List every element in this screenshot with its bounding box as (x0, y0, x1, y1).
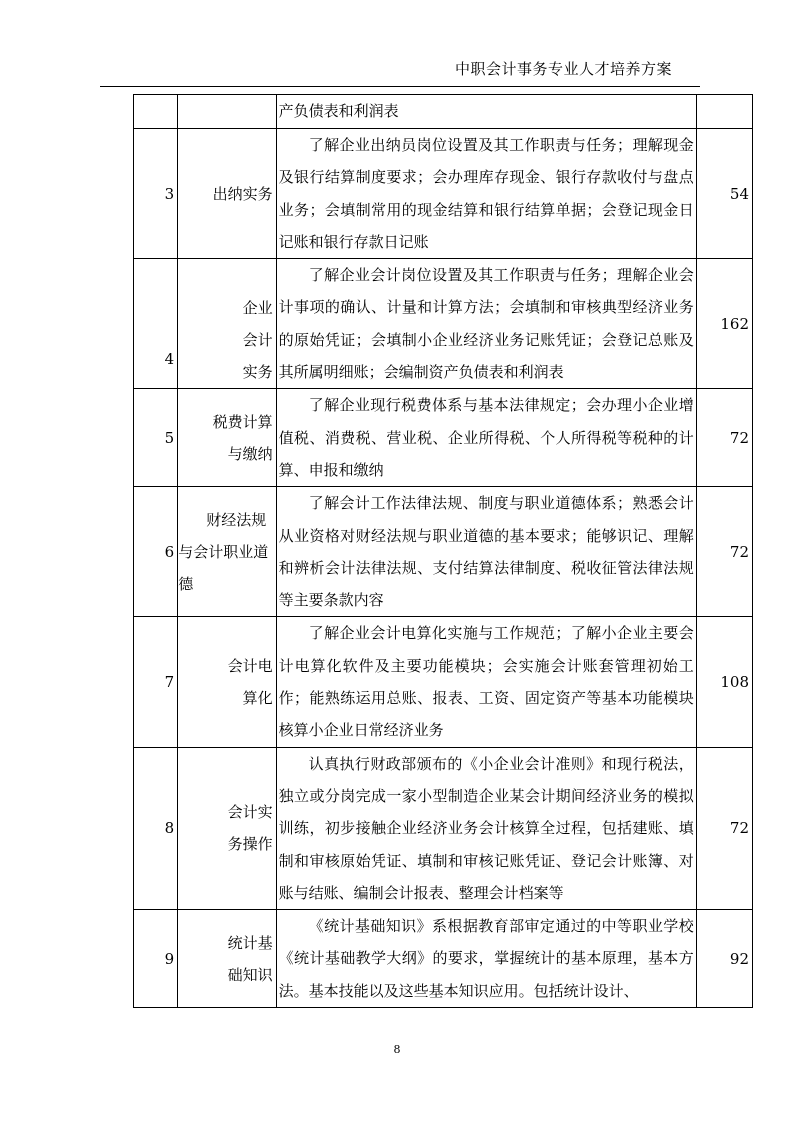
table-row-continuation (134, 95, 753, 129)
course-description (276, 259, 696, 389)
table-row (134, 747, 753, 909)
course-number: 7 (134, 617, 178, 747)
course-description (276, 487, 696, 617)
course-description (276, 910, 696, 1008)
course-description (276, 617, 696, 747)
course-number: 5 (134, 389, 178, 487)
course-name: 企业会计实务 (178, 259, 276, 389)
course-hours: 72 (696, 487, 752, 617)
header-rule (100, 86, 700, 87)
course-number: 3 (134, 129, 178, 259)
course-description (276, 129, 696, 259)
course-description-text: 《统计基础知识》系根据教育部审定通过的中等职业学校《统计基础教学大纲》的要求，掌握统计的基本原理，基本方法。基本技能以及这些基本知识应用。包括统计设计、 (278, 917, 694, 1000)
course-description-text: 了解企业会计电算化实施与工作规范；了解小企业主要会计电算化软件及主要功能模块；会实施会计账套管理初始工作；能熟练运用总账、报表、工资、固定资产等基本功能模块核算小企业日常经济业务 (278, 624, 694, 740)
course-hours: 72 (696, 747, 752, 909)
course-description (276, 389, 696, 487)
course-hours: 54 (696, 129, 752, 259)
table-row (134, 487, 753, 617)
course-hours (696, 95, 752, 129)
course-number (134, 95, 178, 129)
course-name: 财经法规与会计职业道德 (178, 487, 276, 617)
course-description-text: 了解企业现行税费体系与基本法律规定；会办理小企业增值税、消费税、营业税、企业所得税、个人所得税等税种的计算、申报和缴纳 (278, 396, 694, 479)
course-name: 会计实务操作 (178, 747, 276, 909)
course-number: 4 (134, 259, 178, 389)
course-name: 税费计算与缴纳 (178, 389, 276, 487)
table-row (134, 617, 753, 747)
page-number: 8 (393, 1043, 401, 1056)
course-number: 8 (134, 747, 178, 909)
course-hours: 72 (696, 389, 752, 487)
table-row (134, 910, 753, 1008)
running-header: 中职会计事务专业人才培养方案 (454, 60, 672, 78)
course-number: 6 (134, 487, 178, 617)
course-description-text: 了解企业会计岗位设置及其工作职责与任务；理解企业会计事项的确认、计量和计算方法；会填制和审核典型经济业务的原始凭证；会填制小企业经济业务记账凭证；会登记总账及其所属明细账；会编制资产负债表和利润表 (278, 266, 694, 382)
course-table (133, 94, 753, 1008)
course-hours: 92 (696, 910, 752, 1008)
course-name (178, 95, 276, 129)
course-name: 会计电算化 (178, 617, 276, 747)
course-description: 产负债表和利润表 (276, 95, 696, 129)
course-number: 9 (134, 910, 178, 1008)
course-hours: 162 (696, 259, 752, 389)
table-row (134, 129, 753, 259)
course-description (276, 747, 696, 909)
course-description-text: 了解企业出纳员岗位设置及其工作职责与任务；理解现金及银行结算制度要求；会办理库存现金、银行存款收付与盘点业务；会填制常用的现金结算和银行结算单据；会登记现金日记账和银行存款日记账 (278, 136, 694, 251)
course-hours: 108 (696, 617, 752, 747)
course-name: 出纳实务 (178, 129, 276, 259)
course-description-text: 了解会计工作法律法规、制度与职业道德体系；熟悉会计从业资格对财经法规与职业道德的基本要求；能够识记、理解和辨析会计法律法规、支付结算法律制度、税收征管法律法规等主要条款内容 (278, 494, 694, 610)
course-description-text: 认真执行财政部颁布的《小企业会计准则》和现行税法，独立或分岗完成一家小型制造企业某会计期间经济业务的模拟训练，初步接触企业经济业务会计核算全过程，包括建账、填制和审核原始凭证、填制和审核记账凭证、登记会计账簿、对账与结账、编制会计报表、整理会计档案等 (278, 754, 694, 902)
table-row (134, 259, 753, 389)
course-name: 统计基础知识 (178, 910, 276, 1008)
table-row (134, 389, 753, 487)
